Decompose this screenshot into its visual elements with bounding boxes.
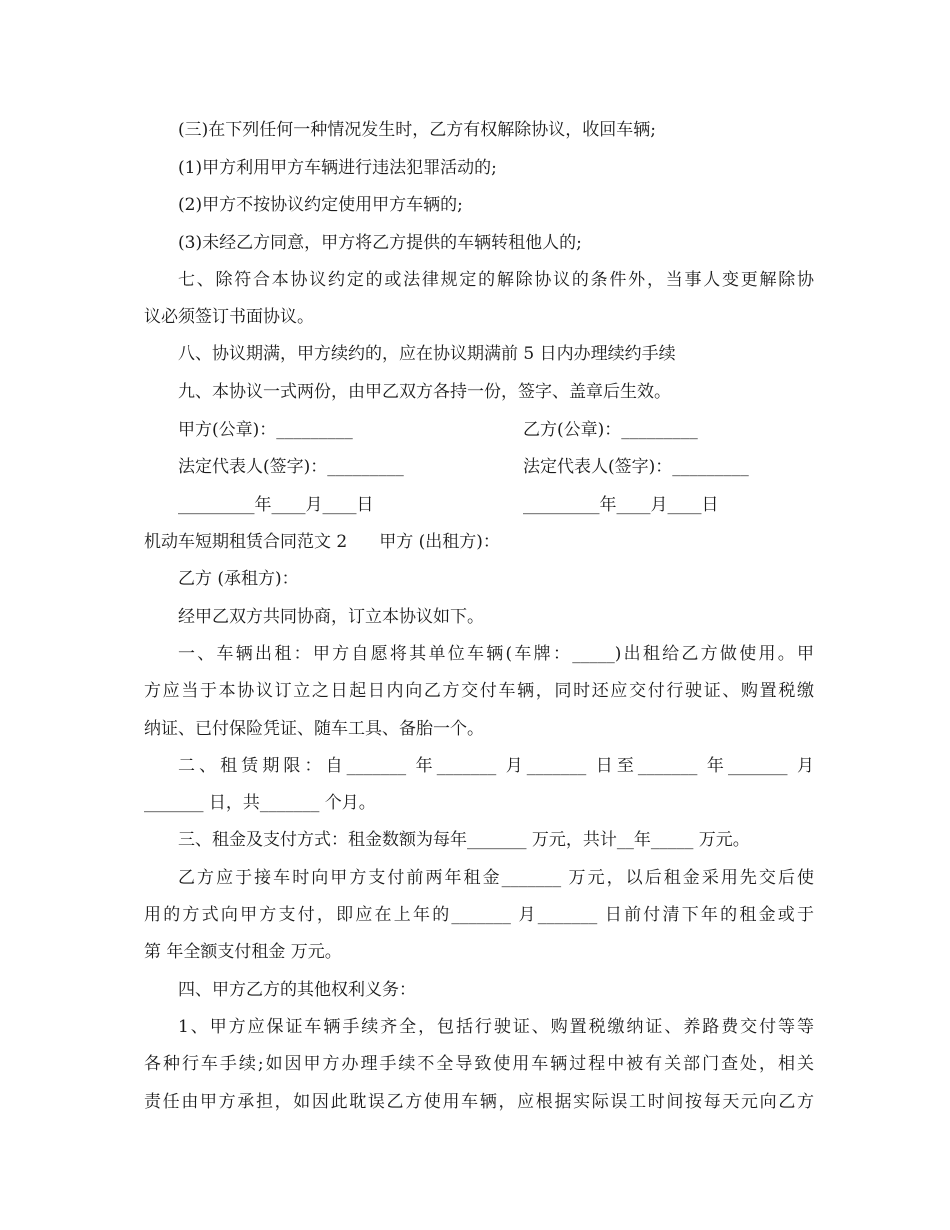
party-b-seal-field: 乙方(公章)：_________ (523, 420, 698, 440)
rent-payment-line-3: 第 年全额支付租金 万元。 (144, 942, 342, 962)
contract-title: 机动车短期租赁合同范文 2 (144, 532, 348, 552)
signature-row-seal (178, 412, 818, 449)
clause-3-rent: 三、租金及支付方式：租金数额为每年_______ 万元，共计__年_____ 万元。 (178, 830, 750, 850)
clause-3-header: (三)在下列任何一种情况发生时，乙方有权解除协议，收回车辆; (178, 120, 656, 140)
clause-3-item-3: (3)未经乙方同意，甲方将乙方提供的车辆转租他人的; (178, 233, 582, 253)
clause-4-header: 四、甲方乙方的其他权利义务： (178, 980, 416, 1000)
clause-1-line-2: 方应当于本协议订立之日起日内向乙方交付车辆，同时还应交付行驶证、购置税缴 (144, 681, 814, 701)
clause-3-item-1: (1)甲方利用甲方车辆进行违法犯罪活动的; (178, 158, 497, 178)
party-a-seal-field: 甲方(公章)：_________ (178, 420, 353, 440)
rent-payment-line-1: 乙方应于接车时向甲方支付前两年租金_______ 万元，以后租金采用先交后使 (178, 868, 814, 888)
clause-4-item-1-line-3: 责任由甲方承担，如因此耽误乙方使用车辆，应根据实际误工时间按每天元向乙方 (144, 1092, 814, 1112)
clause-7-line-1: 七、除符合本协议约定的或法律规定的解除协议的条件外，当事人变更解除协 (178, 270, 814, 290)
clause-4-item-1-line-1: 1、甲方应保证车辆手续齐全，包括行驶证、购置税缴纳证、养路费交付等等 (178, 1017, 814, 1037)
rent-payment-line-2: 用的方式向甲方支付，即应在上年的_______ 月_______ 日前付清下年的租金或于 (144, 905, 814, 925)
contract-title-line (144, 524, 814, 561)
signature-row-date (178, 487, 818, 524)
lessor-label: 甲方 (出租方)： (379, 532, 500, 552)
clause-8: 八、协议期满，甲方续约的，应在协议期满前 5 日内办理续约手续 (178, 344, 676, 364)
signature-row-representative (178, 449, 818, 486)
clause-1-line-3: 纳证、已付保险凭证、随车工具、备胎一个。 (144, 719, 484, 739)
clause-2-line-2: _______ 日，共_______ 个月。 (144, 793, 376, 813)
clause-9: 九、本协议一式两份，由甲乙双方各持一份，签字、盖章后生效。 (178, 382, 671, 402)
clause-1-line-1: 一、车辆出租：甲方自愿将其单位车辆(车牌：_____)出租给乙方做使用。甲 (178, 644, 814, 664)
clause-7-line-2: 议必须签订书面协议。 (144, 307, 314, 327)
clause-4-item-1-line-2: 各种行车手续;如因甲方办理手续不全导致使用车辆过程中被有关部门查处，相关 (144, 1054, 814, 1074)
clause-2-line-1: 二、租赁期限：自_______ 年_______ 月_______ 日至_______ 年_______ 月 (178, 756, 814, 776)
party-a-date-field: _________年____月____日 (178, 495, 374, 515)
party-b-representative-field: 法定代表人(签字)：_________ (523, 457, 749, 477)
party-a-representative-field: 法定代表人(签字)：_________ (178, 457, 404, 477)
party-b-date-field: _________年____月____日 (523, 495, 719, 515)
lessee-label: 乙方 (承租方)： (178, 569, 299, 589)
clause-3-item-2: (2)甲方不按协议约定使用甲方车辆的; (178, 195, 463, 215)
agreement-intro: 经甲乙双方共同协商，订立本协议如下。 (178, 607, 484, 627)
